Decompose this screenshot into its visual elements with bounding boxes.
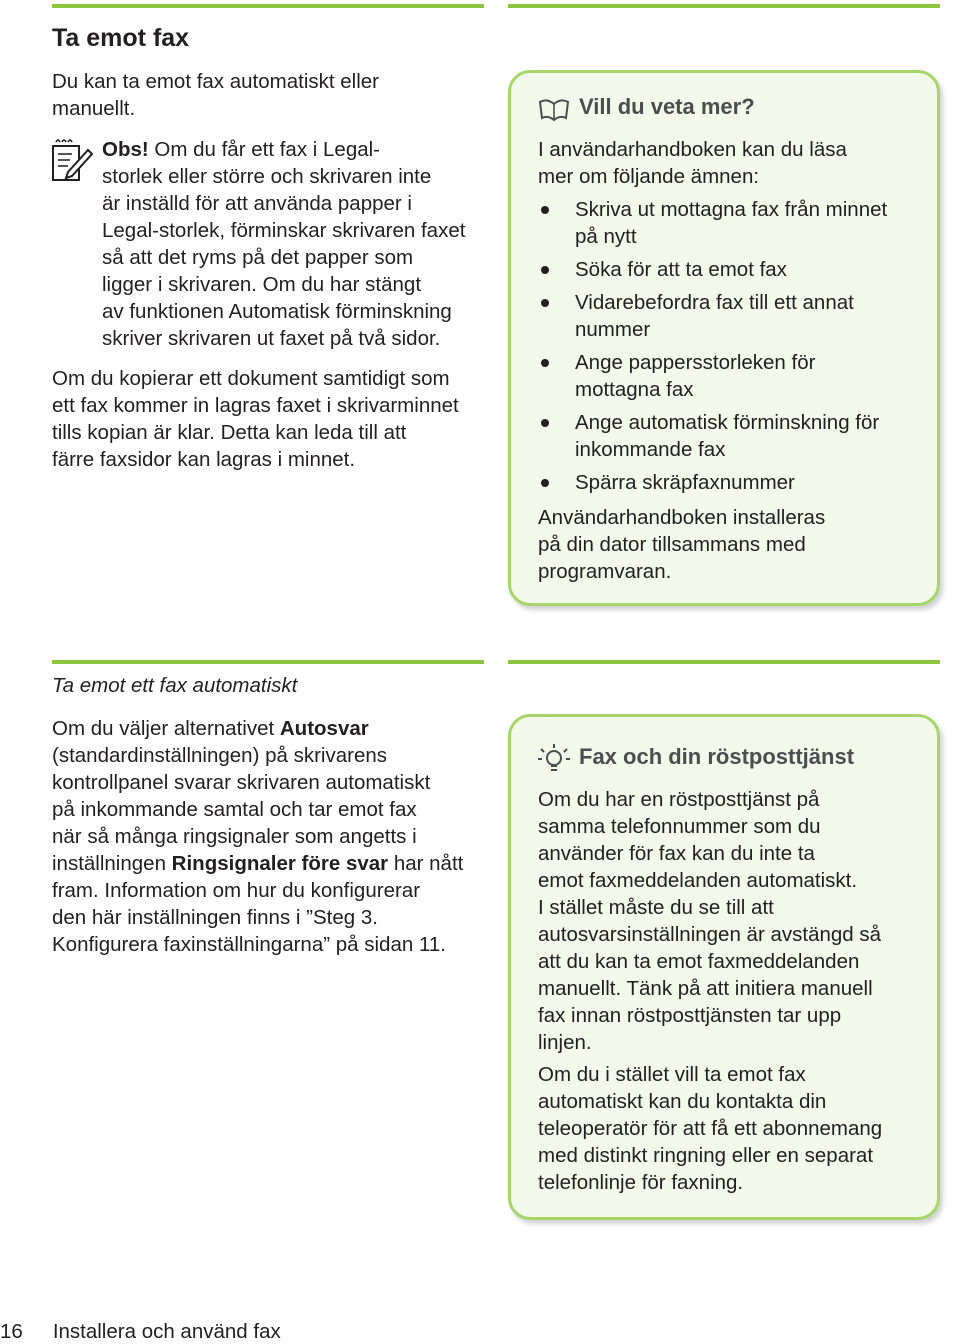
tip-para-1 (538, 786, 881, 1056)
tip-line: att du kan ta emot faxmeddelanden (538, 950, 860, 973)
lightbulb-icon (536, 742, 572, 776)
list-item (538, 289, 887, 343)
bullet-line: Vidarebefordra fax till ett annat (575, 291, 854, 314)
note-line: så att det ryms på det papper som (102, 246, 414, 269)
note-line: är inställd för att använda papper i (102, 192, 412, 215)
auto-paragraph (52, 715, 463, 958)
info-box-heading: Vill du veta mer? (579, 94, 755, 119)
section-heading: Ta emot ett fax automatiskt (52, 674, 298, 697)
intro-line: Du kan ta emot fax automatiskt eller (52, 70, 380, 93)
info-outro-line: på din dator tillsammans med (538, 533, 806, 556)
copy-line: Om du kopierar ett dokument samtidigt som (52, 367, 450, 390)
auto-line: den här inställningen finns i ”Steg 3. (52, 906, 378, 929)
tip-line: I stället måste du se till att (538, 896, 774, 919)
footer-section-title: Installera och använd fax (52, 1320, 281, 1343)
auto-text: Om du väljer alternativet (52, 717, 280, 740)
top-rule-right (508, 4, 940, 8)
info-intro-line: I användarhandboken kan du läsa (538, 138, 847, 161)
note-line-1: Om du får ett fax i Legal- (148, 138, 380, 161)
auto-line: fram. Information om hur du konfigurerar (52, 879, 421, 902)
auto-line (52, 715, 463, 742)
info-intro-line: mer om följande ämnen: (538, 165, 760, 188)
tip-line: manuellt. Tänk på att initiera manuell (538, 977, 873, 1000)
tip-line: automatiskt kan du kontakta din (538, 1090, 827, 1113)
tip-line: autosvarsinställningen är avstängd så (538, 923, 882, 946)
list-item (538, 469, 887, 496)
bullet-line: Ange automatisk förminskning för (575, 411, 880, 434)
bullet-line: Spärra skräpfaxnummer (575, 471, 795, 494)
info-outro-line: Användarhandboken installeras (538, 506, 826, 529)
tip-line: telefonlinje för faxning. (538, 1171, 744, 1194)
bullet-line: Skriva ut mottagna fax från minnet (575, 198, 888, 221)
info-box-bullets (538, 196, 887, 502)
auto-line: när så många ringsignaler som angetts i (52, 825, 417, 848)
list-item (538, 349, 887, 403)
section-rule-right (508, 660, 940, 664)
autosvar-term: Autosvar (279, 717, 369, 740)
note-text (102, 136, 465, 352)
auto-line: på inkommande samtal och tar emot fax (52, 798, 417, 821)
section-rule-left (52, 660, 484, 664)
bullet-line: inkommande fax (575, 438, 726, 461)
list-item (538, 409, 887, 463)
auto-line (52, 850, 463, 877)
tip-line: emot faxmeddelanden automatiskt. (538, 869, 858, 892)
bullet-line: Ange pappersstorleken för (575, 351, 816, 374)
info-box-intro (538, 136, 847, 190)
tip-line: med distinkt ringning eller en separat (538, 1144, 874, 1167)
bullet-line: nummer (575, 318, 651, 341)
copy-line: ett fax kommer in lagras faxet i skrivarminnet (52, 394, 459, 417)
info-outro-line: programvaran. (538, 560, 672, 583)
copy-paragraph (52, 365, 459, 473)
intro-line: manuellt. (52, 97, 136, 120)
info-box-outro (538, 504, 825, 585)
note-line: storlek eller större och skrivaren inte (102, 165, 432, 188)
intro-text (52, 68, 379, 122)
tip-line: samma telefonnummer som du (538, 815, 821, 838)
open-book-icon (536, 96, 572, 122)
tip-line: använder för fax kan du inte ta (538, 842, 815, 865)
auto-line: Konfigurera faxinställningarna” på sidan 11. (52, 933, 446, 956)
auto-line: kontrollpanel svarar skrivaren automatiskt (52, 771, 431, 794)
tip-line: Om du har en röstposttjänst på (538, 788, 820, 811)
auto-line: (standardinställningen) på skrivarens (52, 744, 388, 767)
note-line (102, 136, 465, 163)
note-line: Legal-storlek, förminskar skrivaren faxet (102, 219, 466, 242)
note-label: Obs! (102, 138, 149, 161)
auto-text: har nått (388, 852, 464, 875)
tip-line: Om du i stället vill ta emot fax (538, 1063, 806, 1086)
bullet-line: mottagna fax (575, 378, 694, 401)
copy-line: tills kopian är klar. Detta kan leda till att (52, 421, 407, 444)
tip-line: linjen. (538, 1031, 592, 1054)
note-line: ligger i skrivaren. Om du har stängt (102, 273, 422, 296)
bullet-line: Söka för att ta emot fax (575, 258, 787, 281)
note-line: skriver skrivaren ut faxet på två sidor. (102, 327, 441, 350)
ringsignaler-term: Ringsignaler före svar (171, 852, 389, 875)
page-number: 16 (0, 1320, 23, 1343)
page-footer (0, 1320, 281, 1344)
list-item (538, 256, 887, 283)
tip-box-heading: Fax och din röstposttjänst (579, 744, 855, 769)
page-title: Ta emot fax (52, 24, 190, 52)
tip-line: teleoperatör för att få ett abonnemang (538, 1117, 883, 1140)
top-rule-left (52, 4, 484, 8)
note-pad-icon (50, 136, 94, 186)
auto-text: inställningen (52, 852, 172, 875)
copy-line: färre faxsidor kan lagras i minnet. (52, 448, 356, 471)
note-line: av funktionen Automatisk förminskning (102, 300, 452, 323)
bullet-line: på nytt (575, 225, 637, 248)
tip-line: fax innan röstposttjänsten tar upp (538, 1004, 842, 1027)
list-item (538, 196, 887, 250)
tip-para-2 (538, 1061, 882, 1196)
